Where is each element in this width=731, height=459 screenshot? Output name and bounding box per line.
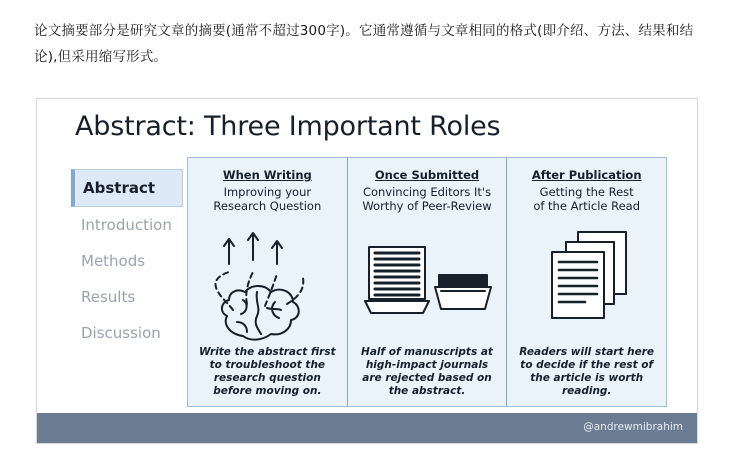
author-handle: @andrewmibrahim xyxy=(583,421,683,433)
role-heading: Once Submitted xyxy=(374,168,480,182)
role-subheading-line2: Research Question xyxy=(213,199,322,213)
chinese-caption: 论文摘要部分是研究文章的摘要(通常不超过300字)。它通常遵循与文章相同的格式(即介绍、方法、结果和结论),但采用缩写形式。 xyxy=(34,23,694,65)
manuscripts-tray-icon xyxy=(348,220,507,348)
role-heading: After Publication xyxy=(531,168,642,182)
role-subheading-line2: of the Article Read xyxy=(533,199,641,213)
role-subheading xyxy=(196,185,339,213)
section-nav xyxy=(71,169,193,351)
stacked-documents-icon xyxy=(507,220,666,348)
role-column-once-submitted xyxy=(347,158,507,406)
nav-item-discussion[interactable]: Discussion xyxy=(81,324,161,342)
slide-footer-bar xyxy=(37,413,697,443)
role-subheading xyxy=(356,185,499,213)
role-heading: When Writing xyxy=(222,168,312,182)
role-subheading-line2: Worthy of Peer-Review xyxy=(362,199,492,213)
nav-item-results[interactable]: Results xyxy=(81,288,136,306)
brain-flowchart-icon xyxy=(188,220,347,348)
role-subheading-line1: Convincing Editors It's xyxy=(362,185,492,199)
nav-item-introduction[interactable]: Introduction xyxy=(81,216,172,234)
role-column-when-writing xyxy=(188,158,347,406)
role-footnote: Half of manuscripts at high-impact journals are rejected based on the abstract. xyxy=(361,346,493,397)
role-column-after-publication xyxy=(506,158,666,406)
slide-image xyxy=(36,98,698,444)
role-footnote: Readers will start here to decide if the rest of the article is worth reading. xyxy=(519,346,655,397)
role-subheading xyxy=(515,185,658,213)
slide-title: Abstract: Three Important Roles xyxy=(75,111,501,142)
nav-item-abstract[interactable]: Abstract xyxy=(71,169,183,207)
roles-panel xyxy=(187,157,667,407)
nav-item-methods[interactable]: Methods xyxy=(81,252,146,270)
role-footnote: Write the abstract first to troubleshoot the research question before moving on. xyxy=(199,346,336,397)
role-subheading-line1: Getting the Rest xyxy=(539,185,634,199)
role-subheading-line1: Improving your xyxy=(223,185,312,199)
